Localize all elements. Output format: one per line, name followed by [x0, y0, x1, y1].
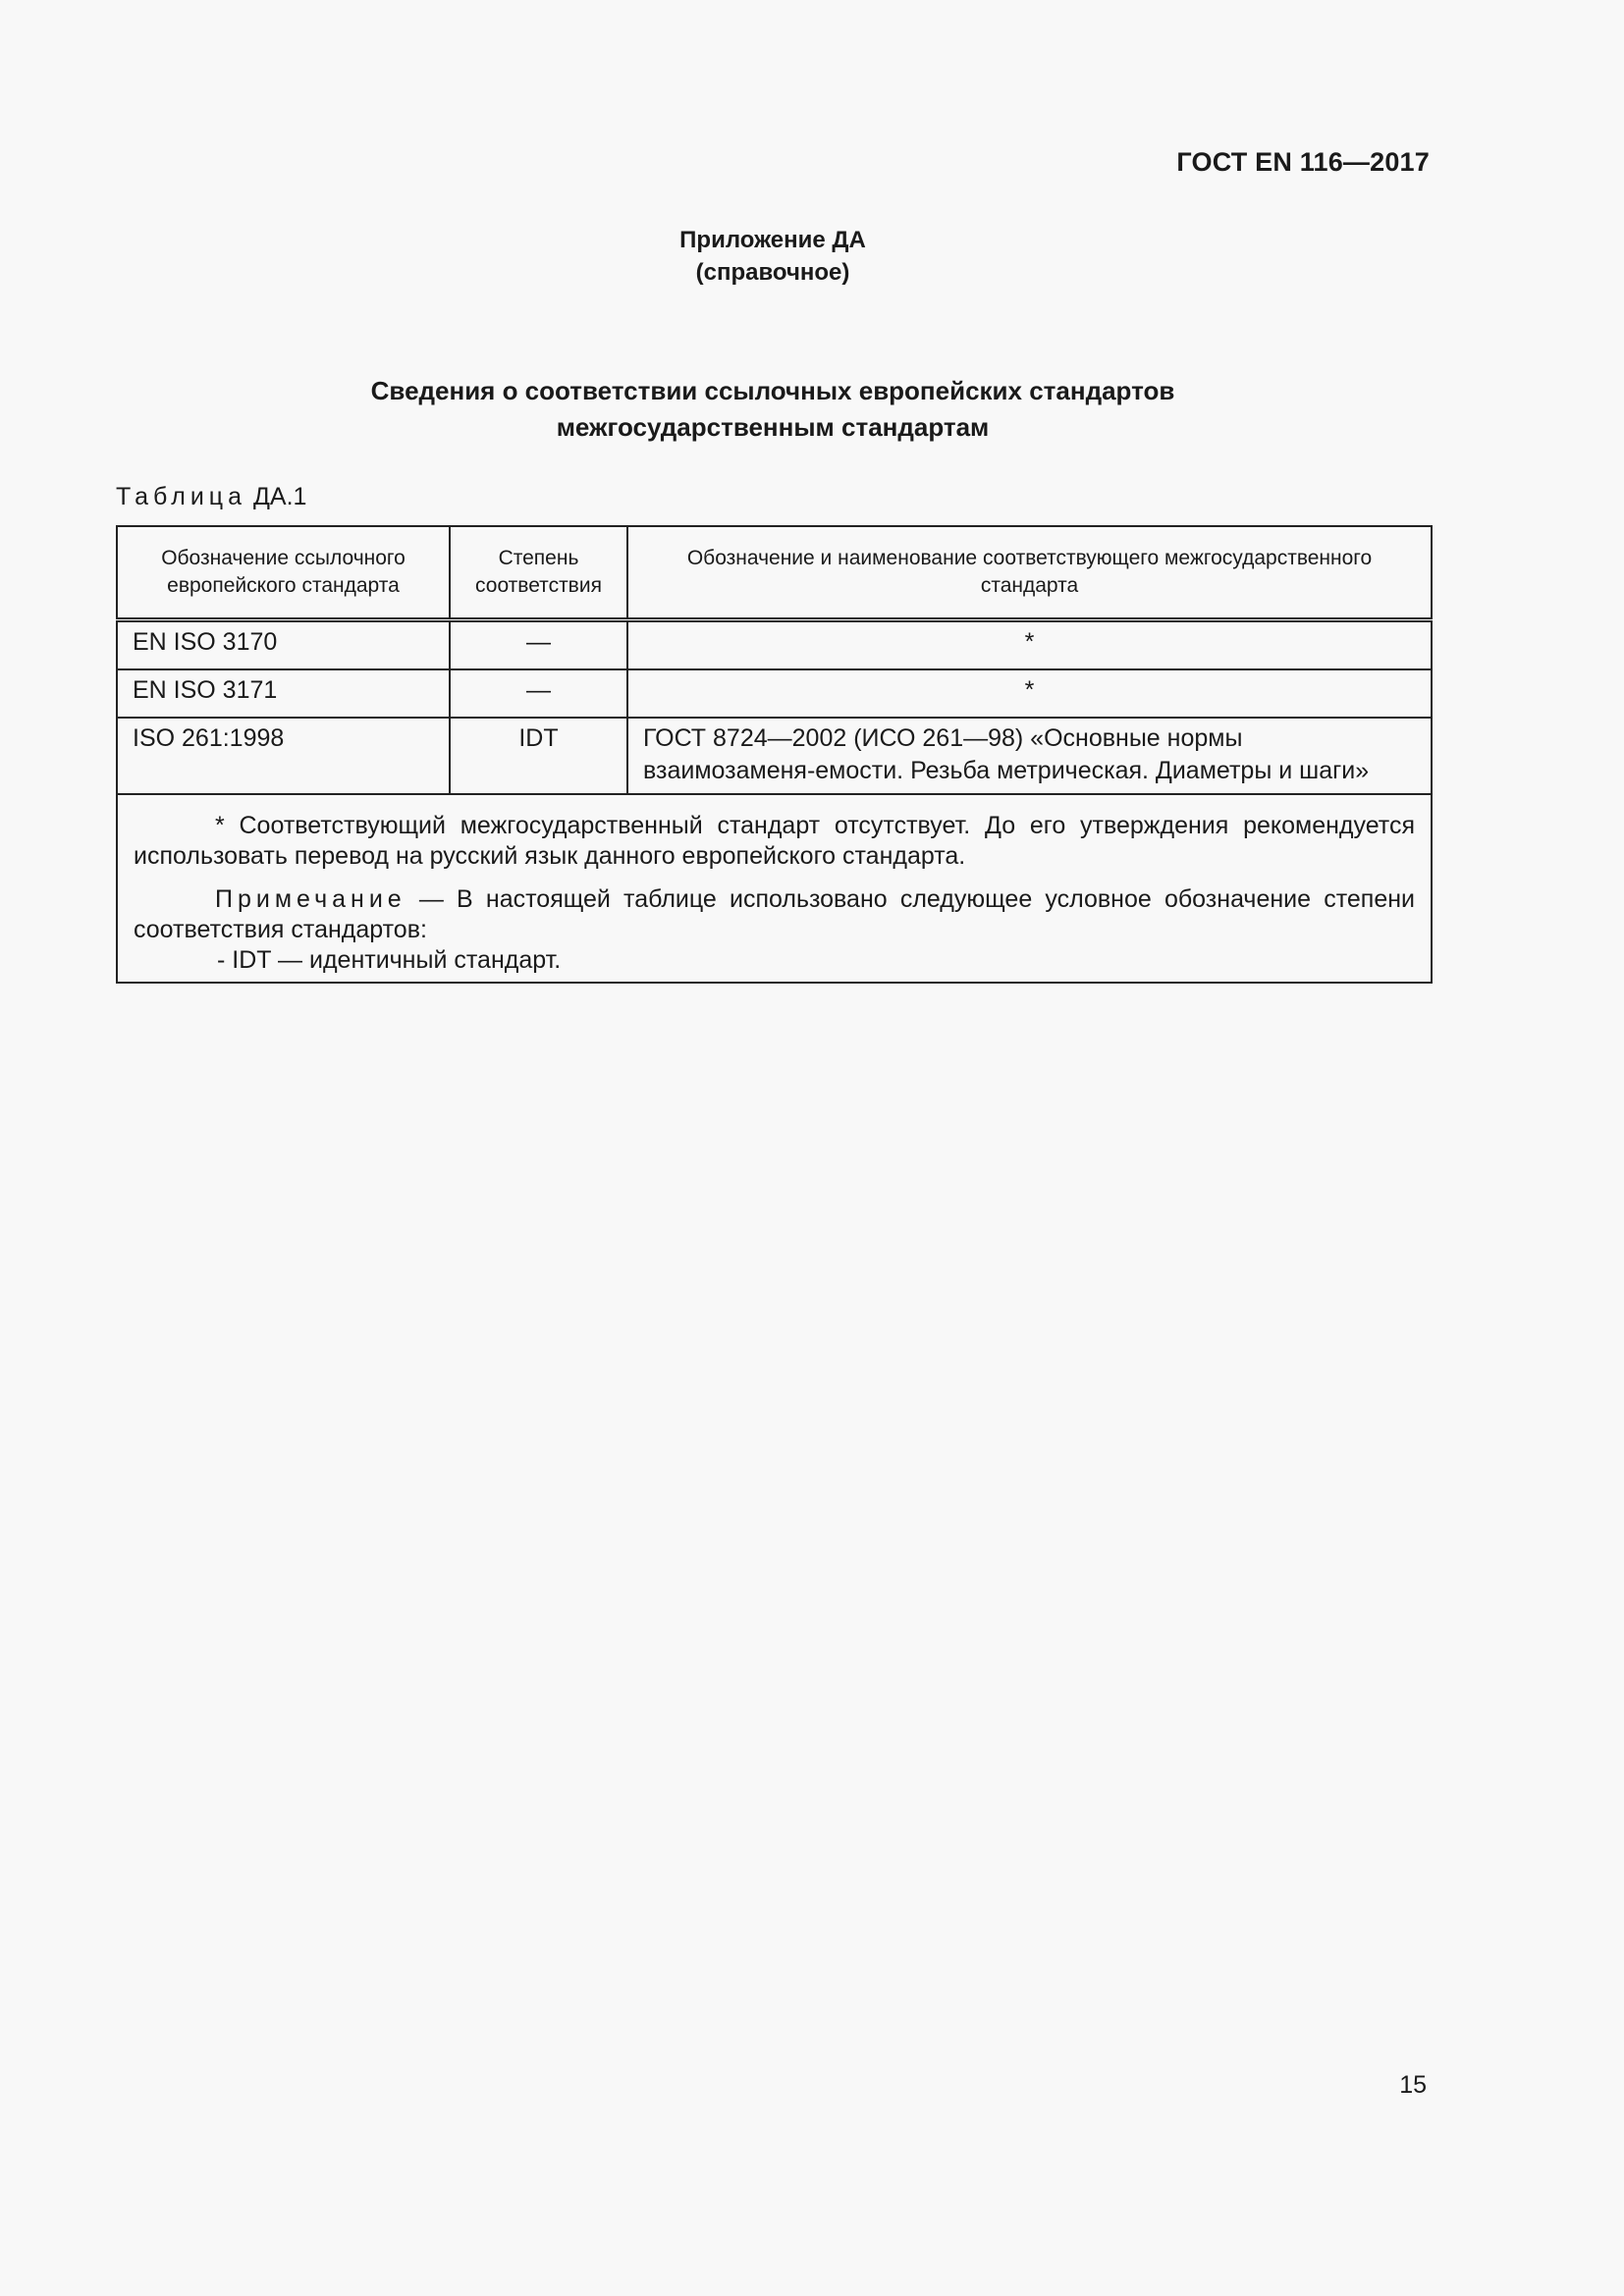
- table-header-row: [117, 526, 1432, 620]
- cell-interstate-standard: *: [627, 669, 1432, 718]
- table-caption: [116, 483, 306, 511]
- table-caption-word: Таблица: [116, 483, 247, 510]
- cell-degree: —: [450, 620, 627, 670]
- appendix-title: Приложение ДА: [679, 227, 866, 253]
- column-header-reference-standard: Обозначение ссылочного европейского стандарта: [117, 526, 450, 620]
- section-title-line-1: Сведения о соответствии ссылочных европейских стандартов: [370, 376, 1175, 405]
- column-header-interstate-standard: Обозначение и наименование соответствующего межгосударственного стандарта: [627, 526, 1432, 620]
- appendix-subtitle: (справочное): [695, 259, 850, 286]
- cell-reference-standard: ISO 261:1998: [117, 718, 450, 794]
- note-text: — В настоящей таблице использовано следующее условное обозначение степени соответствия стандартов:: [134, 885, 1415, 943]
- column-header-degree: Степень соответствия: [450, 526, 627, 620]
- table-row: [117, 669, 1432, 718]
- section-title-line-2: межгосударственным стандартам: [556, 412, 990, 442]
- note-label: Примечание: [215, 885, 406, 913]
- cell-interstate-standard: ГОСТ 8724—2002 (ИСО 261—98) «Основные нормы взаимозаменя-емости. Резьба метрическая. Диаметры и шаги»: [627, 718, 1432, 794]
- note-list-item: - IDT — идентичный стандарт.: [217, 946, 562, 974]
- table-row: [117, 620, 1432, 670]
- cell-degree: IDT: [450, 718, 627, 794]
- page-number: 15: [1399, 2071, 1427, 2099]
- appendix-heading: [0, 224, 1545, 289]
- cell-reference-standard: EN ISO 3171: [117, 669, 450, 718]
- cell-interstate-standard: *: [627, 620, 1432, 670]
- table-footnote: * Соответствующий межгосударственный стандарт отсутствует. До его утверждения рекомендуется использовать перевод на русский язык данного европейского стандарта.: [134, 812, 1415, 870]
- document-code: ГОСТ EN 116—2017: [1176, 147, 1430, 177]
- cell-reference-standard: EN ISO 3170: [117, 620, 450, 670]
- table-note: [134, 884, 1415, 945]
- cell-degree: —: [450, 669, 627, 718]
- section-title: [0, 373, 1545, 446]
- table-notes-cell: [117, 794, 1432, 983]
- table-notes-row: [117, 794, 1432, 983]
- table-caption-id: ДА.1: [252, 483, 307, 510]
- table-row: [117, 718, 1432, 794]
- conformity-table: [116, 525, 1433, 984]
